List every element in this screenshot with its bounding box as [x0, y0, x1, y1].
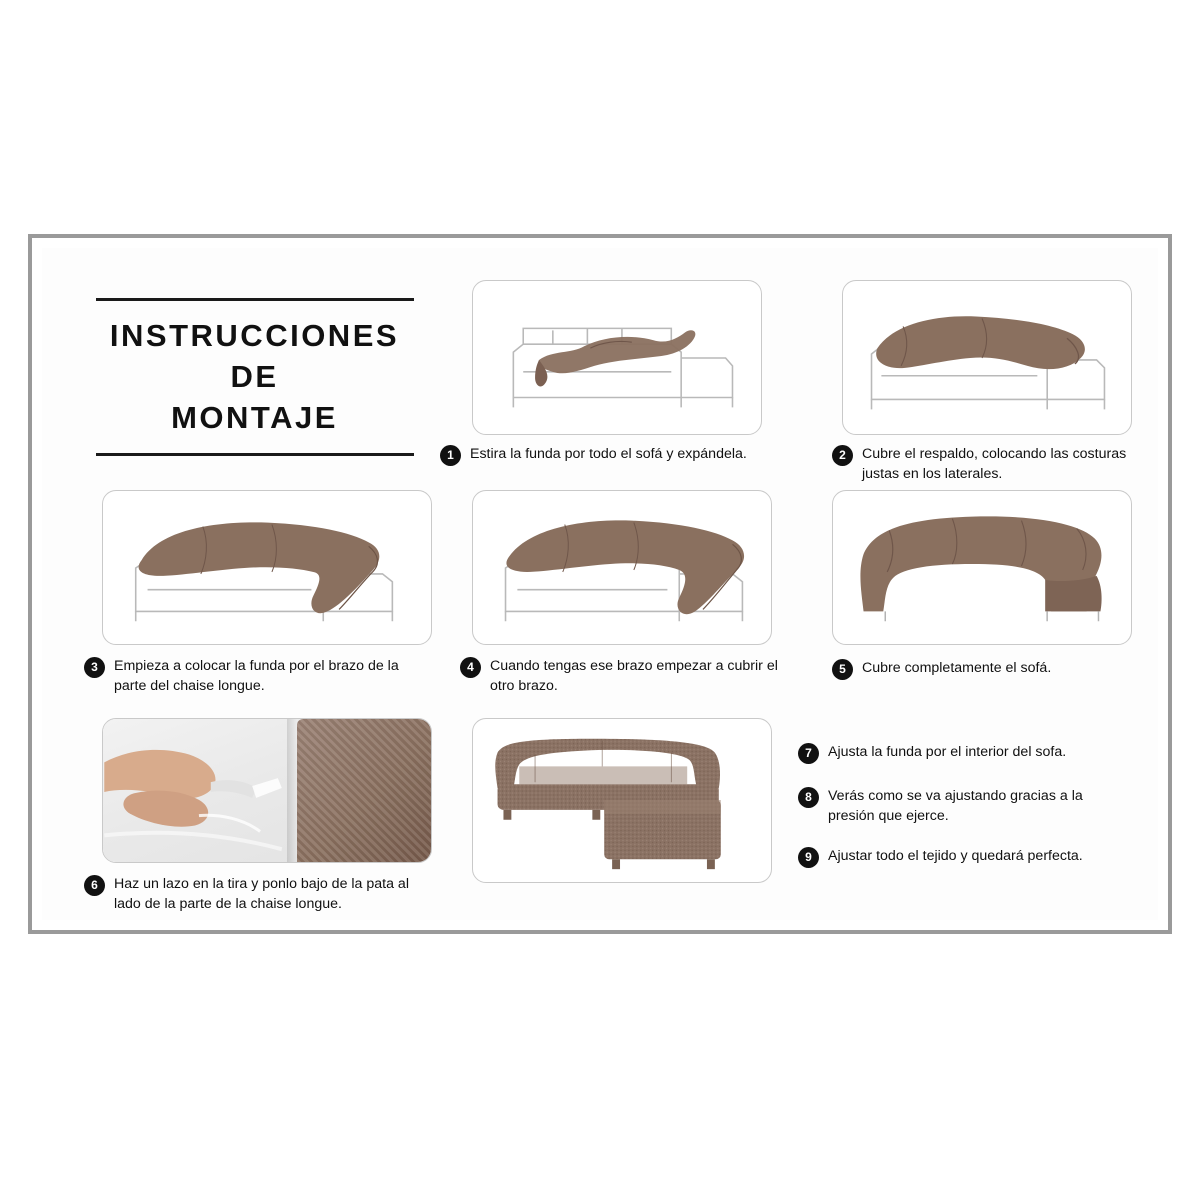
step-badge-6: 6 [84, 875, 105, 896]
sofa-cover-stretched-icon [473, 281, 761, 434]
illustration-panel-step-5 [832, 490, 1132, 645]
step-text-1: Estira la funda por todo el sofá y expándela. [470, 446, 747, 462]
sofa-cover-backrest-icon [843, 281, 1131, 434]
fabric-drape [506, 520, 744, 614]
step-text-2: Cubre el respaldo, colocando las costuras justas en los laterales. [862, 446, 1127, 483]
step-text-9: Ajustar todo el tejido y quedará perfecta. [828, 848, 1083, 864]
illustration-panel-step-1 [472, 280, 762, 435]
title-rule-top [96, 298, 414, 301]
step-text-8: Verás como se va ajustando gracias a la presión que ejerce. [828, 788, 1083, 825]
step-text-5: Cubre completamente el sofá. [862, 660, 1052, 676]
step-badge-4: 4 [460, 657, 481, 678]
finished-sofa-icon [473, 719, 771, 882]
step-caption-8 [798, 786, 1128, 826]
illustration-panel-step-6 [102, 718, 432, 863]
step-badge-3: 3 [84, 657, 105, 678]
title-rule-bottom [96, 453, 414, 456]
step-caption-9 [798, 846, 1133, 868]
illustration-panel-step-7 [472, 718, 772, 883]
step-caption-2 [832, 444, 1137, 484]
sheet-inner [42, 248, 1158, 920]
sofa-cover-other-arm-icon [473, 491, 771, 644]
step-text-3: Empieza a colocar la funda por el brazo de la parte del chaise longue. [114, 658, 399, 695]
title-line-2: DE [230, 359, 279, 395]
sofa-fully-covered-icon [833, 491, 1131, 644]
step-caption-1 [440, 444, 760, 466]
step-badge-5: 5 [832, 659, 853, 680]
step-text-6: Haz un lazo en la tira y ponlo bajo de la pata al lado de la parte de la chaise longue. [114, 876, 409, 913]
step-badge-9: 9 [798, 847, 819, 868]
photo-hands-overlay [103, 719, 431, 862]
step-caption-7 [798, 742, 1128, 764]
step-badge-8: 8 [798, 787, 819, 808]
step-text-7: Ajusta la funda por el interior del sofa. [828, 744, 1067, 760]
fabric-drape [876, 316, 1085, 369]
step-caption-5 [832, 658, 1122, 680]
step-badge-2: 2 [832, 445, 853, 466]
hands-tying-strap-photo [103, 719, 431, 862]
step-badge-7: 7 [798, 743, 819, 764]
page-title [82, 298, 427, 456]
title-line-1: INSTRUCCIONES [109, 318, 400, 353]
illustration-panel-step-4 [472, 490, 772, 645]
title-line-3: MONTAJE [171, 400, 338, 436]
illustration-panel-step-2 [842, 280, 1132, 435]
step-caption-4 [460, 656, 780, 696]
fabric-drape [139, 522, 380, 613]
illustration-panel-step-3 [102, 490, 432, 645]
step-caption-6 [84, 874, 429, 914]
step-text-4: Cuando tengas ese brazo empezar a cubrir el otro brazo. [490, 658, 778, 695]
sheet-frame [28, 234, 1172, 934]
sofa-cover-chaise-arm-icon [103, 491, 431, 644]
step-caption-3 [84, 656, 414, 696]
step-badge-1: 1 [440, 445, 461, 466]
